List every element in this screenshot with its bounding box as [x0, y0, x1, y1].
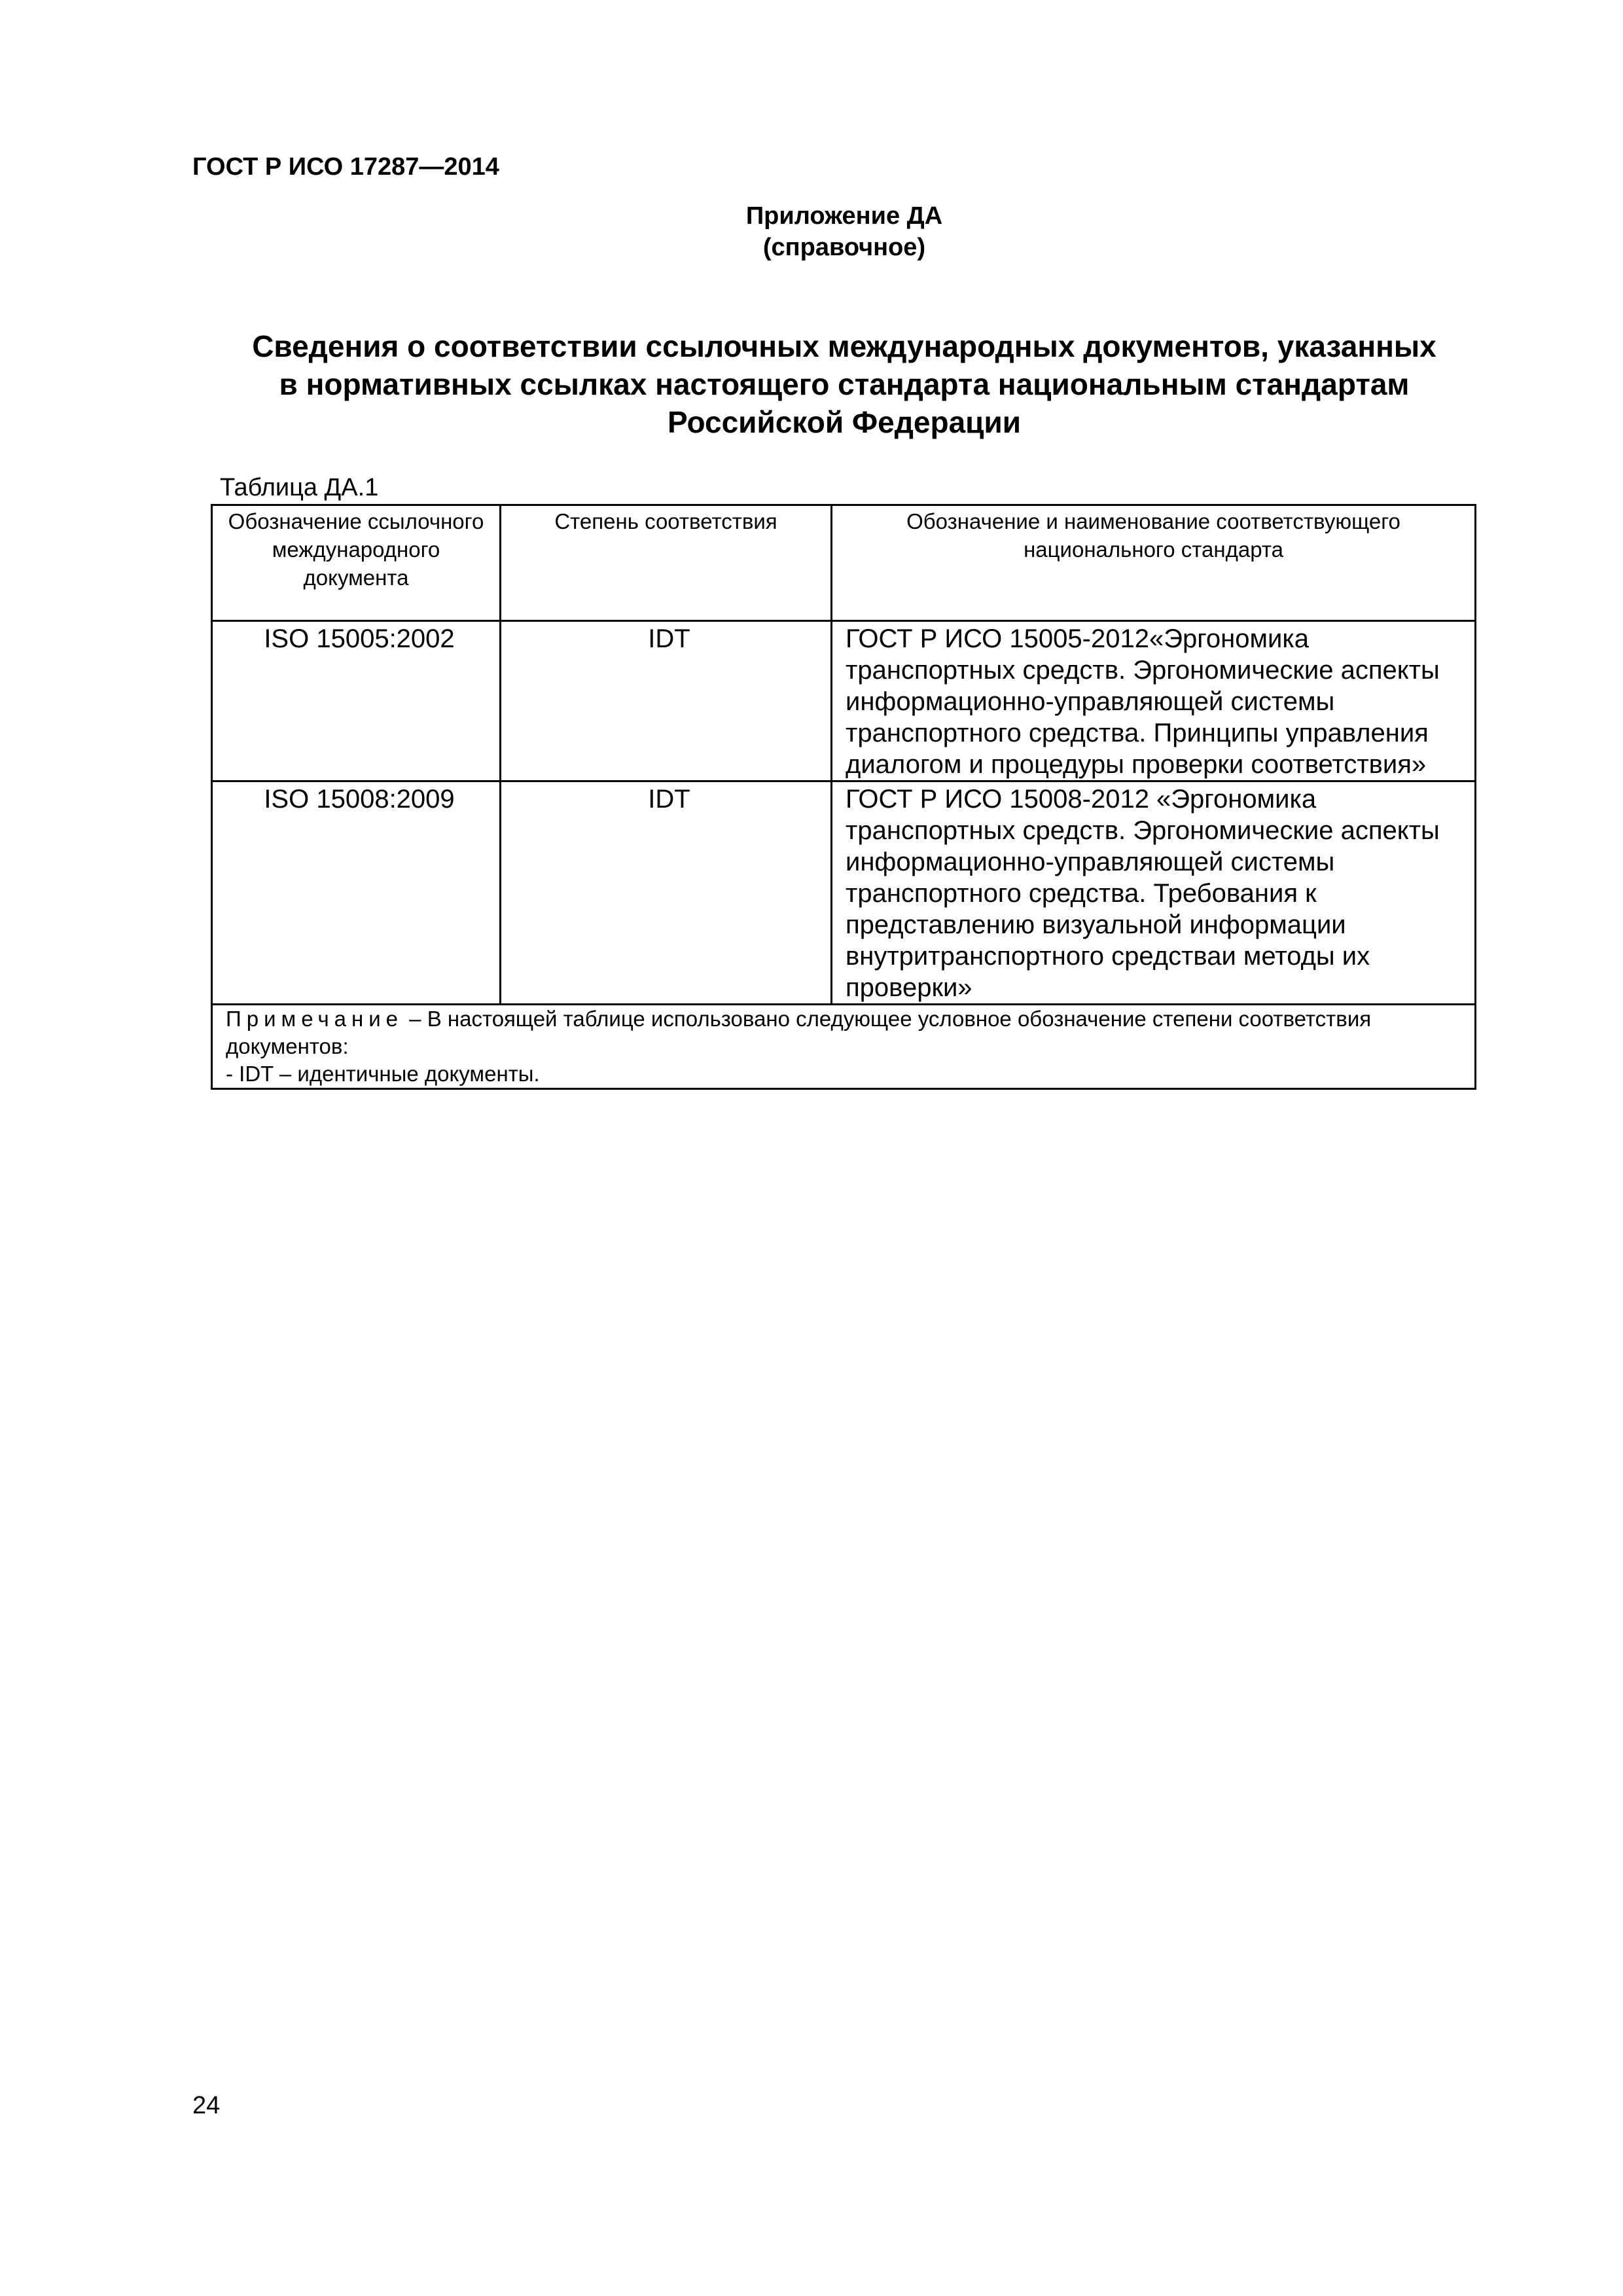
- table-caption: Таблица ДА.1: [220, 474, 379, 501]
- table-cell-national: ГОСТ Р ИСО 15005-2012«Эргономика транспортных средств. Эргономические аспекты информационно-управляющей системы транспортного средства. Принципы управления диалогом и процедуры проверки соответствия»: [832, 621, 1476, 781]
- document-code: ГОСТ Р ИСО 17287—2014: [192, 153, 499, 181]
- table-header-cell: Степень соответствия: [501, 505, 832, 621]
- table-cell-ref: ISO 15005:2002: [212, 621, 501, 781]
- title-line-3: Российской Федерации: [667, 405, 1022, 439]
- appendix-heading: [0, 200, 1623, 263]
- table-header-cell: Обозначение ссылочного международного документа: [212, 505, 501, 621]
- title-line-1: Сведения о соответствии ссылочных международных документов, указанных: [252, 329, 1436, 363]
- appendix-type: (справочное): [762, 234, 926, 261]
- table-cell-degree: IDT: [501, 781, 832, 1005]
- table-cell-national: ГОСТ Р ИСО 15008-2012 «Эргономика транспортных средств. Эргономические аспекты информационно-управляющей системы транспортного средства. Требования к представлению визуальной информации внутритранспортного средстваи методы их проверки»: [832, 781, 1476, 1005]
- note-label: Примечание: [226, 1007, 404, 1031]
- table-cell-degree: IDT: [501, 621, 832, 781]
- note-item: - IDT – идентичные документы.: [226, 1062, 540, 1086]
- correspondence-table: [211, 504, 1476, 1090]
- table-note-row: [212, 1005, 1476, 1089]
- note-text: – В настоящей таблице использовано следующее условное обозначение степени соответствия документов:: [226, 1007, 1372, 1058]
- table-row: [212, 781, 1476, 1005]
- table-cell-ref: ISO 15008:2009: [212, 781, 501, 1005]
- table-row: [212, 621, 1476, 781]
- table-header-cell: Обозначение и наименование соответствующего национального стандарта: [832, 505, 1476, 621]
- table-header-row: [212, 505, 1476, 621]
- page-number: 24: [192, 2092, 221, 2119]
- appendix-label: Приложение ДА: [745, 202, 943, 230]
- page-title: [183, 327, 1505, 441]
- table-note: [212, 1005, 1476, 1089]
- title-line-2: в нормативных ссылках настоящего стандарта национальным стандартам: [279, 367, 1410, 401]
